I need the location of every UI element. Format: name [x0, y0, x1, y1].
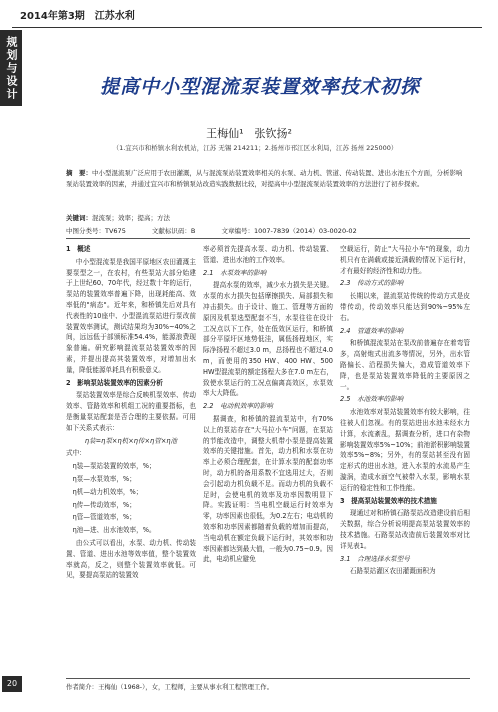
article-number: 文章编号：1007-7839（2014）03-0020-02 [221, 227, 357, 235]
paragraph: η泵—水泵效率，%； [72, 474, 136, 483]
paragraph: 泵站装置效率是综合反映机泵效率、传动效率、管路效率和机组工况的重要指标，也是衡量泵站配套是否合理的主要依据。可用如下关系式表示： [66, 391, 196, 432]
abstract-label: 摘 要： [66, 169, 92, 177]
paragraph: 空载运行，防止"大马拉小车"的现象，动力机只有在满载或接近满载的情况下运行时，才有最好的经济性和动力性。 [340, 245, 470, 275]
paragraph: η机—动力机效率，%； [72, 487, 143, 496]
abstract [66, 168, 468, 190]
paragraph: η管—管道效率，%； [72, 513, 136, 522]
paragraph: 石路泵站灌区农田灌溉面积为 [349, 567, 436, 576]
section-heading: 2.1 水泵效率的影响 [203, 268, 267, 277]
paragraph: 提高水泵的效率，减少水力损失是关键。水泵的水力损失包括摩擦损失、局部损失和冲击损失。由于设计、施工、管理等方面的原因及机泵选型配套不当，水泵往往在设计工况点以下工作，处在低效区运行，和桥镇部分平原圩区地势低洼，属低扬程地区，实际净扬程不超过3.0 m，总扬程也不超过4.0 m，而使用的350 HW、400 HW、500 HW型混流泵的额定扬程大多在7.0 m左右，致使水泵运行的工况点偏离高效区，水泵效率大大降低。 [203, 281, 333, 398]
authors: 王梅仙¹ 张钦扬² [206, 127, 292, 140]
paragraph: η传—传动效率，%； [72, 500, 136, 509]
section-heading: 2.4 管道效率的影响 [340, 326, 404, 335]
paragraph: η装=η泵×η机×η传×η管×η池 [84, 436, 178, 445]
class-number: 中图分类号：TV675 [66, 227, 126, 235]
author-footnote: 作者简介：王梅仙（1968-），女，工程师，主要从事水利工程管理工作。 [66, 678, 470, 691]
paragraph: 和桥镇混流泵站在泵改前普遍存在着弯管多，高射炮式出流多等情况，另外，出水管路偏长、沿程损失偏大，造成管道效率下降，也是泵站装置效率降低的主要原因之一。 [340, 339, 470, 391]
section-heading: 2.5 水池效率的影响 [340, 395, 404, 404]
column-2 [203, 244, 333, 567]
journal-header: 2014年第3期 江苏水利 [12, 6, 482, 28]
paragraph: 由公式可以看出，水泵、动力机、传动装置、管道、进出水池等效率值，整个装置效率就高，反之，则整个装置效率就低。可见，要提高泵站的装置效 [66, 538, 196, 580]
paragraph: η池—进、出水池效率，%。 [72, 526, 156, 535]
affiliations: （1.宜兴市和桥镇水利农机站，江苏 无锡 214211；2.扬州市邗江区水利局，江苏 扬州 225000） [112, 144, 398, 152]
paragraph: 水池效率对泵站装置效率有较大影响，往往被人们忽视。有的泵站进出水池未经水力计算，水流紊乱，据调查分析，进口有杂物影响装置效率5%~10%；前池淤积影响装置效率5%~8%；另外，有的泵站甚至没有固定形式的进出水池，进入水泵的水流易产生漩涡，造成水面空气被带入水泵，影响水泵运行的稳定性和工作性能。 [340, 408, 470, 492]
section-heading: 3 提高泵站装置效率的技术措施 [340, 496, 437, 505]
document-code: 文献标识码：B [151, 227, 196, 235]
paragraph: η装—泵站装置的效率，%； [72, 462, 156, 471]
page-number: 20 [2, 676, 22, 692]
section-tab: 规划与设计 [0, 30, 22, 106]
paragraph: 中小型混流泵是我国平原地区农田灌溉主要泵型之一，在农村，有些泵站大部分始建于上世纪60、70年代，经过数十年的运行，泵站的装置效率普遍下降，出现耗能高、效率低的"病态"。近年来，和桥镇先后对具有代表性的10座中、小型混流泵站进行泵改前装置效率测试，测试结果均为30%~40%之间，远远低于部颁标准54.4%，能源浪费现象普遍。研究影响混流泵站装置效率的因素，并提出提高其装置效率，对增加出水量，降低能源单耗具有积极意义。 [66, 257, 196, 374]
column-3 [340, 244, 470, 579]
section-heading: 2 影响泵站装置效率的因素分析 [66, 378, 163, 387]
keywords-text: 混流泵；效率；提高；方法 [92, 214, 170, 222]
keywords [66, 213, 468, 222]
section-heading: 2.3 传动方式的影响 [340, 279, 404, 288]
keywords-label: 关键词： [66, 214, 92, 222]
paragraph: 长期以来，混流泵站传统的传动方式是皮带传动，传动效率只能达到90%~95%左右。 [340, 292, 470, 322]
section-heading: 1 概述 [66, 245, 91, 253]
section-heading: 3.1 合理选择水泵型号 [340, 554, 410, 563]
paragraph: 据调查，和桥镇的混流泵站中，有70%以上的泵站存在"大马拉小车"问题，在泵站的节能改造中，调整大机带小泵是提高装置效率的关键措施。首先，动力机和水泵在功率上必须合理配套，在计算水泵的配套功率时，动力机的备用系数不宜选用过大，否则会引起动力机负载不足。而动力机的负载不足时，会使电机的效率及功率因数明显下降。实践证明：当电机空载运行时效率为零，功率因素也很低，为0.2左右；电动机的效率和功率因素都随着负载的增加而提高，当电动机在额定负载下运行时，其效率和功率因素都达到最大值，一般为0.75~0.9。因此，电动机应避免 [203, 414, 333, 564]
abstract-text: 中小型混流泵广泛应用于农田灌溉，从与混流泵站装置效率相关的水泵、动力机、管道、传动装置、进出水池五个方面，分析影响泵站装置效率的因素，并通过宜兴市和桥镇泵站改造实践数据比较，对提高中小型混流泵站装置效率的方法进行了初步探索。 [66, 169, 463, 188]
paper-title: 提高中小型混流泵装置效率技术初探 [99, 76, 420, 98]
classification-line [66, 226, 468, 235]
section-heading: 2.2 电动机效率的影响 [203, 402, 273, 411]
paragraph: 式中： [66, 449, 86, 458]
paragraph: 现通过对和桥镇石路泵站改造建设前后相关数据，综合分析说明提高泵站装置效率的技术措施。石路泵站改造前后装置效率对比详见表1。 [340, 509, 470, 550]
divider [66, 238, 470, 239]
column-1 [66, 244, 196, 583]
paragraph: 率必须首先提高水泵、动力机、传动装置、管道、进出水池的工作效率。 [203, 245, 333, 264]
